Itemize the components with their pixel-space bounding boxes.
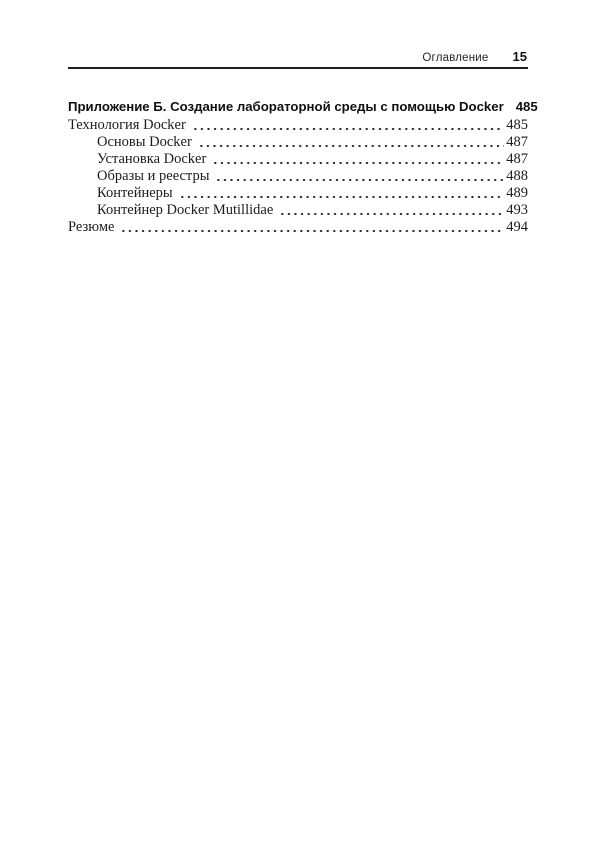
toc-entry-row	[68, 219, 528, 236]
toc-heading-row	[68, 98, 538, 115]
toc-entry-page-number: 494	[506, 219, 528, 235]
header-rule	[68, 67, 528, 69]
toc-entry-page-number: 487	[506, 151, 528, 167]
toc-entry-row	[68, 185, 528, 202]
toc-entry-page-number: 487	[506, 134, 528, 150]
toc-entry-row	[68, 202, 528, 219]
toc-entry-label: Основы Docker	[97, 134, 192, 150]
toc-entry-row	[68, 151, 528, 168]
running-head-title: Оглавление	[422, 52, 489, 64]
toc-entry-page-number: 488	[506, 168, 528, 184]
toc-entry-row	[68, 168, 528, 185]
toc-entry-page-number: 493	[506, 202, 528, 218]
toc-entries	[68, 117, 528, 236]
toc-entry-row	[68, 134, 528, 151]
running-head-page-number: 15	[512, 49, 527, 64]
table-of-contents	[68, 98, 538, 236]
toc-heading-label: Приложение Б. Создание лабораторной среды с помощью Docker	[68, 99, 504, 114]
dot-leader	[197, 134, 504, 151]
toc-entry-label: Технология Docker	[68, 117, 186, 133]
dot-leader	[211, 151, 504, 168]
running-head	[68, 49, 528, 64]
dot-leader	[191, 117, 504, 134]
toc-entry-label: Резюме	[68, 219, 115, 235]
toc-heading-page-number: 485	[515, 99, 538, 114]
toc-entry-label: Установка Docker	[97, 151, 207, 167]
dot-leader	[178, 185, 505, 202]
dot-leader	[119, 219, 504, 236]
toc-entry-label: Контейнеры	[97, 185, 173, 201]
toc-entry-page-number: 485	[506, 117, 528, 133]
dot-leader	[214, 168, 504, 185]
toc-entry-label: Контейнер Docker Mutillidae	[97, 202, 274, 218]
dot-leader	[278, 202, 504, 219]
toc-entry-page-number: 489	[506, 185, 528, 201]
toc-entry-row	[68, 117, 528, 134]
toc-entry-label: Образы и реестры	[97, 168, 210, 184]
